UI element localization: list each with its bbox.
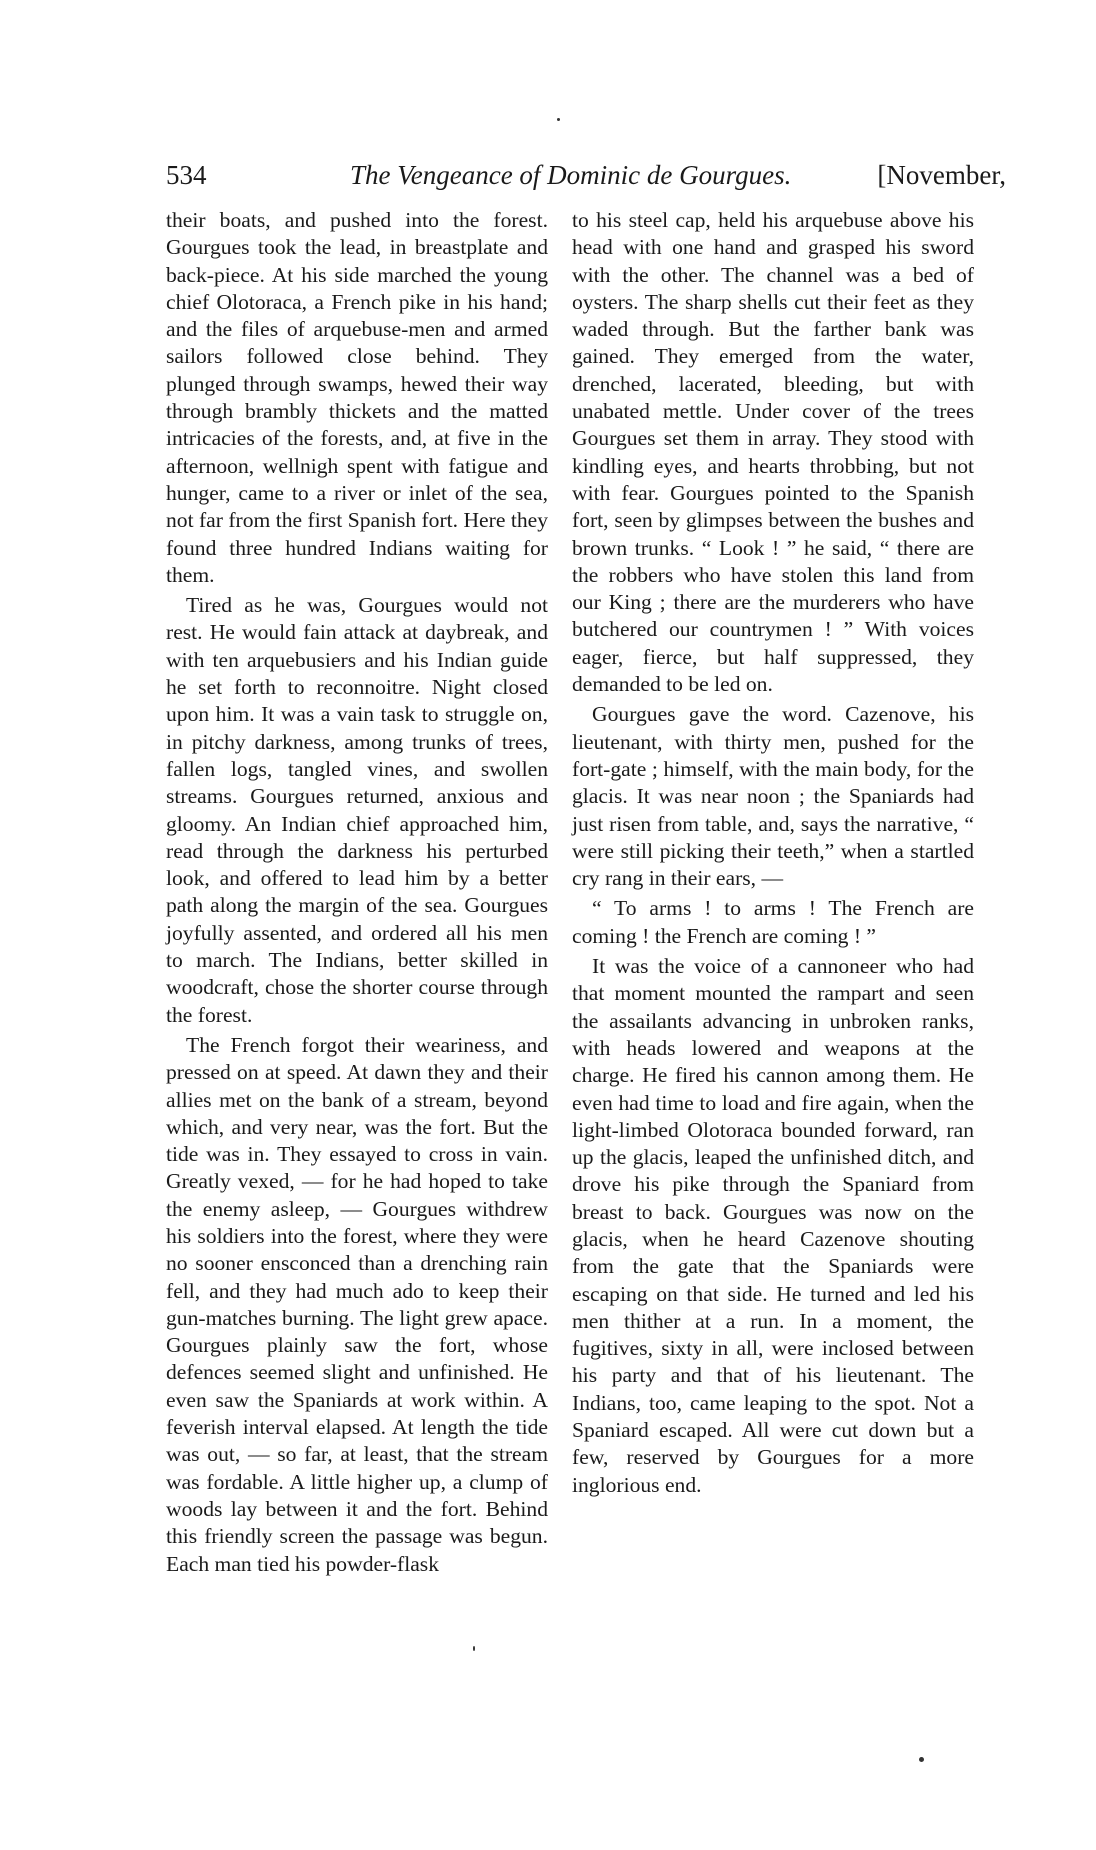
ink-speck <box>473 1646 475 1651</box>
ink-speck <box>919 1757 924 1762</box>
left-paragraph-1: their boats, and pushed into the forest. Gourgues took the lead, in breastplate and back-piece. At his side marched the young chief Olotoraca, a French pike in his hand; and the files of arquebuse-men and armed sailors followed close behind. They plunged through swamps, hewed their way through brambly thickets and the matted intricacies of the forests, and, at five in the afternoon, wellnigh spent with fatigue and hunger, came to a river or inlet of the sea, not far from the first Spanish fort. Here they found three hundred Indians waiting for them. <box>166 208 548 587</box>
ink-speck <box>557 118 560 121</box>
right-paragraph-1: to his steel cap, held his arquebuse above his head with one hand and grasped his sword with the other. The channel was a bed of oysters. The sharp shells cut their feet as they waded through. But the farther bank was gained. They emerged from the water, drenched, lacerated, bleeding, but with unabated mettle. Under cover of the trees Gourgues set them in array. They stood with kindling eyes, and hearts throbbing, but not with fear. Gourgues pointed to the Spanish fort, seen by glimpses between the bushes and brown trunks. “ Look ! ” he said, “ there are the robbers who have stolen this land from our King ; there are the murderers who have butchered our countrymen ! ” With voices eager, fierce, but half suppressed, they demanded to be led on. <box>572 208 974 697</box>
page-number: 534 <box>166 160 207 190</box>
left-paragraph-3: The French forgot their weariness, and pressed on at speed. At dawn they and their allies met on the bank of a stream, beyond which, and very near, was the fort. But the tide was in. They essayed to cross in vain. Greatly vexed, — for he had hoped to take the enemy asleep, — Gourgues withdrew his soldiers into the forest, where they were no sooner ensconced than a drenching rain fell, and they had much ado to keep their gun-matches burning. The light grew apace. Gourgues plainly saw the fort, whose defences seemed slight and unfinished. He even saw the Spaniards at work within. A feverish interval elapsed. At length the tide was out, — so far, at least, that the stream was fordable. A little higher up, a clump of woods lay between it and the fort. Behind this friendly screen the passage was begun. Each man tied his powder-flask <box>166 1032 548 1576</box>
running-month: [November, <box>877 160 1006 190</box>
right-paragraph-2: Gourgues gave the word. Cazenove, his lieutenant, with thirty men, pushed for the fort-gate ; himself, with the main body, for the glacis. It was near noon ; the Spaniards had just risen from table, and, says the narrative, “ were still picking their teeth,” when a startled cry rang in their ears, — <box>572 702 974 891</box>
right-column <box>572 207 974 1502</box>
running-title: The Vengeance of Dominic de Gourgues. <box>350 160 792 190</box>
right-paragraph-4: It was the voice of a cannoneer who had that moment mounted the rampart and seen the assailants advancing in unbroken ranks, with heads lowered and weapons at the charge. He fired his cannon among them. He even had time to load and fire again, when the light-limbed Olotoraca bounded forward, ran up the glacis, leaped the unfinished ditch, and drove his pike through the Spaniard from breast to back. Gourgues was now on the glacis, when he heard Cazenove shouting from the gate that the Spaniards were escaping on that side. He turned and led his men thither at a run. In a moment, the fugitives, sixty in all, were inclosed between his party and that of his lieutenant. The Indians, too, came leaping to the spot. Not a Spaniard escaped. All were cut down but a few, reserved by Gourgues for a more inglorious end. <box>572 954 974 1497</box>
left-column <box>166 207 548 1581</box>
left-paragraph-2: Tired as he was, Gourgues would not rest. He would fain attack at daybreak, and with ten arquebusiers and his Indian guide he set forth to reconnoitre. Night closed upon him. It was a vain task to struggle on, in pitchy darkness, among trunks of trees, fallen logs, tangled vines, and swollen streams. Gourgues returned, anxious and gloomy. An Indian chief approached him, read through the darkness his perturbed look, and offered to lead him by a better path along the margin of the sea. Gourgues joyfully assented, and ordered all his men to march. The Indians, better skilled in woodcraft, chose the shorter course through the forest. <box>166 593 548 1027</box>
running-header <box>166 160 1006 200</box>
right-paragraph-3: “ To arms ! to arms ! The French are coming ! the French are coming ! ” <box>572 896 974 948</box>
